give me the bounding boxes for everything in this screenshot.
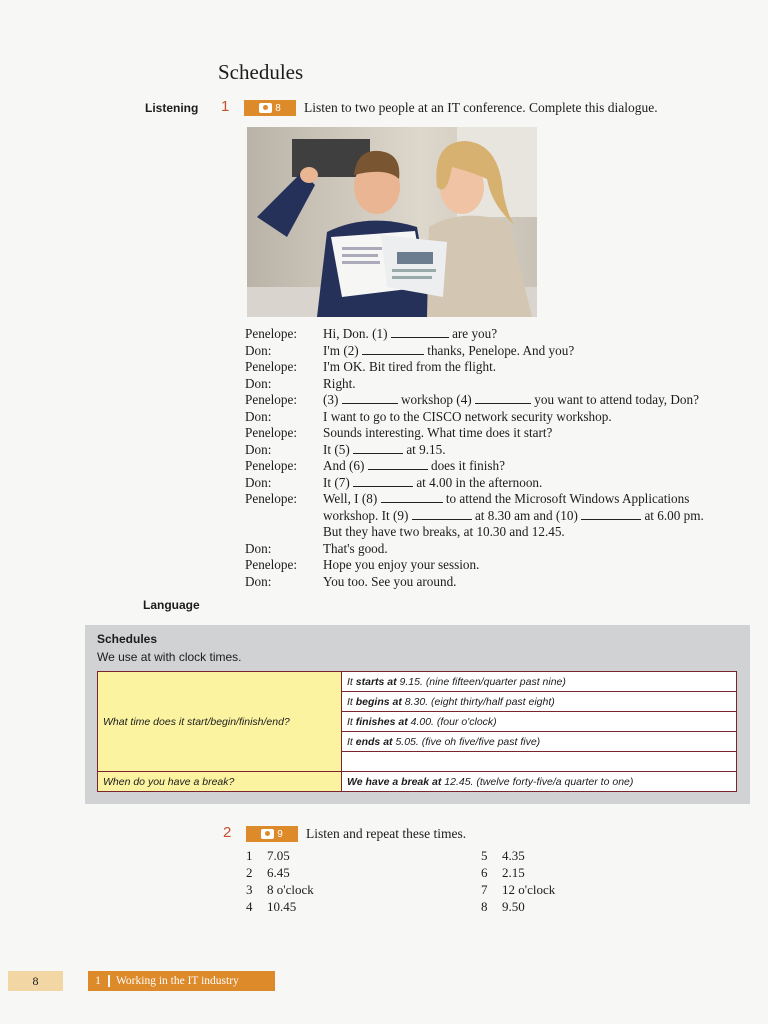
list-item: [481, 898, 555, 915]
dialogue-text: does it finish?: [427, 458, 505, 473]
answer-text: It: [347, 735, 356, 748]
answer-text: 12.45. (twelve forty-five/a quarter to one): [441, 775, 634, 788]
dialogue-line: [245, 326, 755, 343]
answer-text: It: [347, 715, 356, 728]
dialogue-text: you want to attend today, Don?: [530, 392, 699, 407]
item-time: 10.45: [267, 899, 297, 914]
dialogue-text: are you?: [448, 326, 498, 341]
track-number: 9: [277, 828, 283, 840]
speaker-label: Don:: [245, 375, 272, 391]
dialogue-line: [245, 409, 755, 426]
unit-title: Working in the IT industry: [116, 975, 239, 987]
dialogue-text: at 9.15.: [403, 441, 446, 457]
dialogue-text: Hi, Don. (1): [323, 326, 391, 341]
answer-bold: starts at: [355, 675, 397, 688]
answer-text: 9.15. (nine fifteen/quarter past nine): [396, 675, 566, 688]
answer-bold: ends at: [355, 735, 393, 748]
dialogue-line: [245, 425, 755, 442]
speaker-label: Don:: [245, 408, 272, 424]
list-item: [246, 864, 314, 881]
blank-9[interactable]: [412, 508, 472, 520]
table-row: [98, 772, 737, 792]
dialogue-line: [245, 557, 755, 574]
speaker-label: Penelope:: [245, 359, 298, 374]
cd-icon: [261, 829, 274, 839]
dialogue-line: [245, 343, 755, 360]
item-number: 2: [246, 865, 253, 880]
speaker-label: Don:: [245, 441, 272, 457]
dialogue-text: That's good.: [323, 540, 388, 556]
answer-cell: [342, 732, 737, 752]
dialogue-line: [245, 541, 755, 558]
audio-track-8-badge[interactable]: [244, 100, 296, 116]
dialogue-text: Sounds interesting. What time does it start?: [323, 425, 553, 440]
answer-cell: [342, 672, 737, 692]
dialogue-text: And (6): [323, 458, 368, 473]
blank-1[interactable]: [391, 326, 449, 338]
item-number: 7: [481, 882, 488, 897]
dialogue-line: But they have two breaks, at 10.30 and 12.45.: [323, 524, 565, 539]
item-time: 8 o'clock: [267, 882, 314, 897]
unit-number: 1: [88, 975, 110, 987]
table-row: [98, 672, 737, 692]
item-number: 8: [481, 899, 488, 914]
dialogue-line: [245, 392, 755, 409]
cd-icon: [259, 103, 272, 113]
list-item: [481, 847, 555, 864]
language-label: Language: [143, 598, 200, 612]
language-box-subtitle: We use at with clock times.: [97, 650, 242, 664]
dialogue-line: [245, 491, 755, 508]
audio-track-9-badge[interactable]: [246, 826, 298, 842]
answer-cell: [342, 712, 737, 732]
speaker-label: Don:: [245, 342, 272, 358]
dialogue-line: [245, 574, 755, 591]
exercise-2-number: 2: [223, 824, 232, 841]
item-time: 6.45: [267, 865, 290, 880]
page-title: Schedules: [218, 60, 304, 84]
dialogue-text: I want to go to the CISCO network security workshop.: [323, 408, 612, 424]
blank-5[interactable]: [353, 442, 403, 454]
blank-3[interactable]: [342, 392, 398, 404]
unit-tab: [88, 971, 275, 991]
speaker-label: Penelope:: [245, 557, 298, 572]
speaker-label: Penelope:: [245, 458, 298, 473]
answer-text: 5.05. (five oh five/five past five): [392, 735, 541, 748]
dialogue-text: It (5): [323, 441, 354, 457]
dialogue-text: Hope you enjoy your session.: [323, 557, 480, 572]
listening-label: Listening: [145, 101, 199, 115]
speaker-label: Don:: [245, 573, 272, 589]
dialogue-line: [245, 475, 755, 492]
speaker-label: Don:: [245, 474, 272, 490]
blank-7[interactable]: [353, 475, 413, 487]
item-number: 5: [481, 848, 488, 863]
dialogue-line: [245, 376, 755, 393]
answer-cell: [342, 692, 737, 712]
answer-text: 4.00. (four o'clock): [407, 715, 497, 728]
speaker-label: Penelope:: [245, 392, 298, 407]
item-number: 4: [246, 899, 253, 914]
speaker-label: Penelope:: [245, 326, 298, 341]
answer-cell: [342, 772, 737, 792]
page-number: 8: [8, 971, 63, 991]
dialogue-text: You too. See you around.: [323, 573, 457, 589]
dialogue: [245, 326, 755, 590]
question-cell: What time does it start/begin/finish/end?: [98, 672, 342, 772]
dialogue-line: [245, 458, 755, 475]
answer-cell-empty: [342, 752, 737, 772]
blank-6[interactable]: [368, 458, 428, 470]
dialogue-text: workshop (4): [397, 392, 475, 407]
blank-8[interactable]: [381, 491, 443, 503]
track-number: 8: [275, 102, 281, 114]
times-list-right: [481, 847, 555, 915]
times-list-left: [246, 847, 314, 915]
dialogue-text: I'm (2): [323, 342, 362, 358]
answer-bold: finishes at: [355, 715, 408, 728]
item-time: 7.05: [267, 848, 290, 863]
answer-text: It: [347, 695, 356, 708]
item-time: 12 o'clock: [502, 882, 556, 897]
list-item: [481, 864, 555, 881]
language-box-title: Schedules: [97, 632, 158, 646]
speaker-label: Penelope:: [245, 425, 298, 440]
dialogue-text: (3): [323, 392, 342, 407]
dialogue-text: at 6.00 pm.: [641, 507, 704, 523]
answer-text: 8.30. (eight thirty/half past eight): [401, 695, 555, 708]
schedule-grammar-table: [97, 671, 737, 792]
list-item: [246, 847, 314, 864]
dialogue-text: It (7): [323, 474, 354, 490]
item-number: 1: [246, 848, 253, 863]
blank-4[interactable]: [475, 392, 531, 404]
item-number: 6: [481, 865, 488, 880]
item-time: 4.35: [502, 848, 525, 863]
dialogue-text: Well, I (8): [323, 491, 381, 506]
dialogue-text: thanks, Penelope. And you?: [424, 342, 575, 358]
list-item: [246, 898, 314, 915]
conference-photo: [247, 127, 537, 317]
dialogue-line: [245, 508, 755, 525]
speaker-label: Penelope:: [245, 491, 298, 506]
item-time: 9.50: [502, 899, 525, 914]
dialogue-text: Right.: [323, 375, 356, 391]
dialogue-text: at 8.30 am and (10): [471, 507, 582, 523]
speaker-label: Don:: [245, 540, 272, 556]
dialogue-text: workshop. It (9): [323, 507, 412, 523]
answer-bold: We have a break at: [347, 775, 442, 788]
item-time: 2.15: [502, 865, 525, 880]
list-item: [481, 881, 555, 898]
exercise-2-instruction: Listen and repeat these times.: [306, 826, 467, 841]
answer-text: It: [347, 675, 356, 688]
dialogue-line: [245, 359, 755, 376]
dialogue-line: [245, 442, 755, 459]
list-item: [246, 881, 314, 898]
answer-bold: begins at: [355, 695, 402, 708]
item-number: 3: [246, 882, 253, 897]
blank-2[interactable]: [362, 343, 424, 355]
exercise-1-instruction: Listen to two people at an IT conference. Complete this dialogue.: [304, 100, 658, 115]
exercise-1-number: 1: [221, 98, 230, 115]
blank-10[interactable]: [581, 508, 641, 520]
dialogue-text: to attend the Microsoft Windows Applications: [442, 491, 690, 506]
dialogue-text: I'm OK. Bit tired from the flight.: [323, 359, 497, 374]
dialogue-text: at 4.00 in the afternoon.: [413, 474, 543, 490]
question-cell: When do you have a break?: [98, 772, 342, 792]
